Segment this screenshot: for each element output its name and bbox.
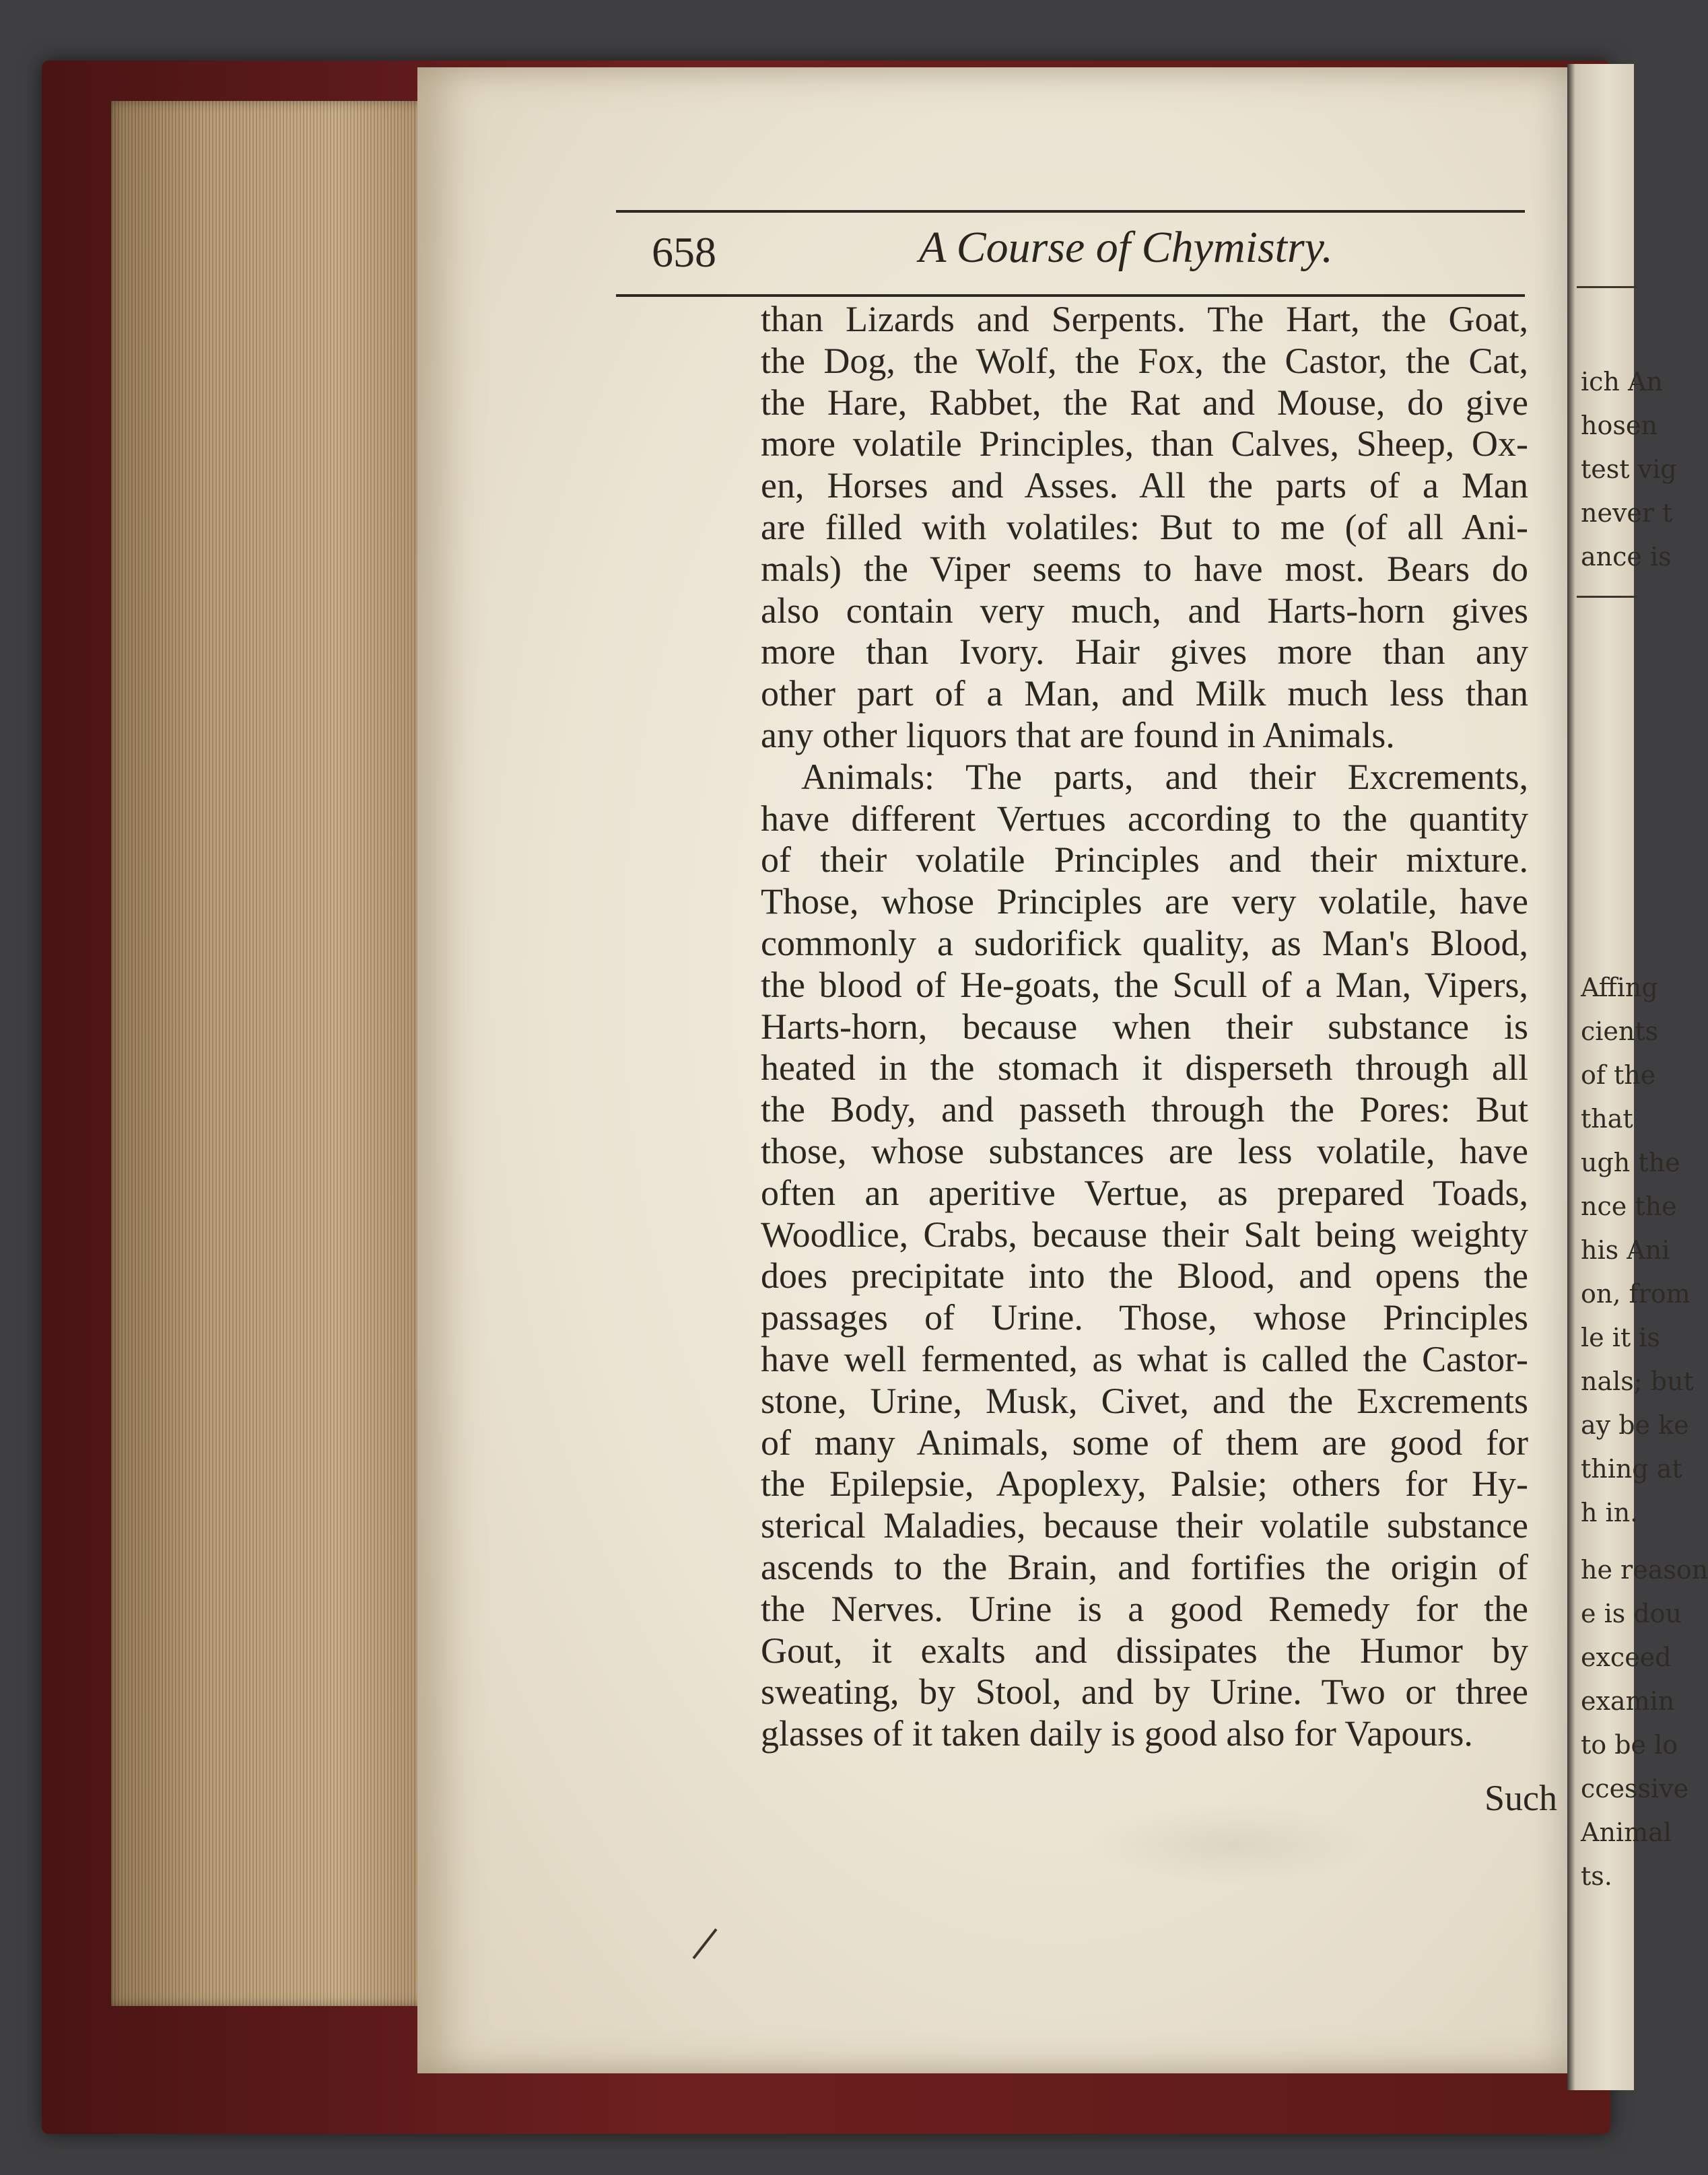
facing-header-rule <box>1577 286 1637 288</box>
facing-text-fragment: ccessive <box>1581 1774 1689 1803</box>
text-line: heated in the stomach it disperseth through all <box>761 1047 1528 1089</box>
text-line: the Epilepsie, Apoplexy, Palsie; others for Hy- <box>761 1463 1528 1505</box>
facing-text-fragment: exceed <box>1581 1643 1672 1672</box>
facing-section-rule <box>1577 596 1637 598</box>
catchword: Such <box>1484 1778 1557 1818</box>
facing-text-fragment: thing at <box>1581 1454 1682 1484</box>
text-line: have well fermented, as what is called the Castor- <box>761 1338 1528 1379</box>
facing-page-edge <box>1567 64 1708 2090</box>
page-edges <box>111 101 438 2006</box>
facing-text-fragment: nce the <box>1581 1192 1677 1221</box>
text-line: more volatile Principles, than Calves, Sheep, Ox- <box>761 423 1528 464</box>
facing-text-fragment: e is dou <box>1581 1599 1682 1628</box>
facing-text-fragment: ay be ke <box>1581 1410 1689 1440</box>
text-line: have different Vertues according to the quantity <box>761 798 1528 839</box>
facing-text-fragment: ance is <box>1581 542 1672 572</box>
ink-show-through <box>1091 1804 1373 1885</box>
text-line: of many Animals, some of them are good for <box>761 1422 1528 1463</box>
facing-text-fragment: test vig <box>1581 454 1677 484</box>
text-line: Those, whose Principles are very volatile, have <box>761 881 1528 922</box>
text-line: Woodlice, Crabs, because their Salt being weighty <box>761 1214 1528 1255</box>
text-line: does precipitate into the Blood, and opens the <box>761 1255 1528 1297</box>
text-line: sweating, by Stool, and by Urine. Two or three <box>761 1671 1528 1713</box>
facing-text-fragment: le it is <box>1581 1323 1660 1352</box>
facing-text-fragment: Affing <box>1581 973 1658 1002</box>
facing-text-fragment: ugh the <box>1581 1148 1680 1177</box>
text-line: glasses of it taken daily is good also for Vapours. <box>761 1713 1473 1754</box>
text-line: also contain very much, and Harts-horn gives <box>761 590 1528 631</box>
text-line: other part of a Man, and Milk much less than <box>761 673 1528 714</box>
facing-text-fragment: he reason <box>1581 1555 1708 1585</box>
text-line: the Dog, the Wolf, the Fox, the Castor, the Cat, <box>761 340 1528 381</box>
text-line: en, Horses and Asses. All the parts of a Man <box>761 465 1528 506</box>
text-line: those, whose substances are less volatile, have <box>761 1130 1528 1171</box>
facing-text-fragment: cients <box>1581 1016 1659 1046</box>
text-line: any other liquors that are found in Animals. <box>761 714 1395 755</box>
facing-text-fragment: nals; but <box>1581 1367 1694 1396</box>
text-line: of their volatile Principles and their mixture. <box>761 839 1528 881</box>
text-line: Animals: The parts, and their Excrements, <box>801 756 1528 797</box>
text-line: passages of Urine. Those, whose Principles <box>761 1297 1528 1338</box>
text-line: often an aperitive Vertue, as prepared Toads, <box>761 1172 1528 1213</box>
text-line: Harts-horn, because when their substance is <box>761 1006 1528 1047</box>
facing-text-fragment: hosen <box>1581 411 1658 440</box>
text-line: sterical Maladies, because their volatile substance <box>761 1505 1528 1546</box>
facing-text-fragment: never t <box>1581 498 1673 528</box>
text-line: commonly a sudorifick quality, as Man's Blood, <box>761 922 1528 963</box>
running-title: A Course of Chymistry. <box>919 223 1333 272</box>
text-line: the Body, and passeth through the Pores: But <box>761 1089 1528 1130</box>
facing-text-fragment: to be lo <box>1581 1730 1678 1760</box>
facing-text-fragment: examin <box>1581 1686 1675 1716</box>
facing-text-fragment: ich An <box>1581 367 1663 396</box>
text-line: mals) the Viper seems to have most. Bears do <box>761 548 1528 589</box>
facing-text-fragment: that <box>1581 1104 1633 1134</box>
text-line: the blood of He-goats, the Scull of a Man, Vipers, <box>761 964 1528 1005</box>
facing-text-fragment: on, from <box>1581 1279 1690 1309</box>
text-line: more than Ivory. Hair gives more than any <box>761 631 1528 672</box>
facing-text-fragment: of the <box>1581 1060 1656 1090</box>
text-line: ascends to the Brain, and fortifies the origin of <box>761 1546 1528 1587</box>
text-line: are filled with volatiles: But to me (of all Ani- <box>761 506 1528 547</box>
facing-text-fragment: Animal <box>1581 1818 1672 1847</box>
header-rule-top <box>616 210 1525 213</box>
page-body <box>761 299 1528 1755</box>
page-number: 658 <box>652 228 716 276</box>
header-rule-bottom <box>616 294 1525 297</box>
text-line: the Hare, Rabbet, the Rat and Mouse, do give <box>761 382 1528 423</box>
facing-text-fragment: h in. <box>1581 1498 1639 1527</box>
facing-text-fragment: his Ani <box>1581 1235 1670 1265</box>
text-line: than Lizards and Serpents. The Hart, the Goat, <box>761 299 1528 339</box>
text-line: stone, Urine, Musk, Civet, and the Excrements <box>761 1380 1528 1421</box>
facing-text-fragment: ts. <box>1581 1861 1612 1891</box>
text-line: the Nerves. Urine is a good Remedy for the <box>761 1588 1528 1629</box>
text-line: Gout, it exalts and dissipates the Humor by <box>761 1630 1528 1671</box>
